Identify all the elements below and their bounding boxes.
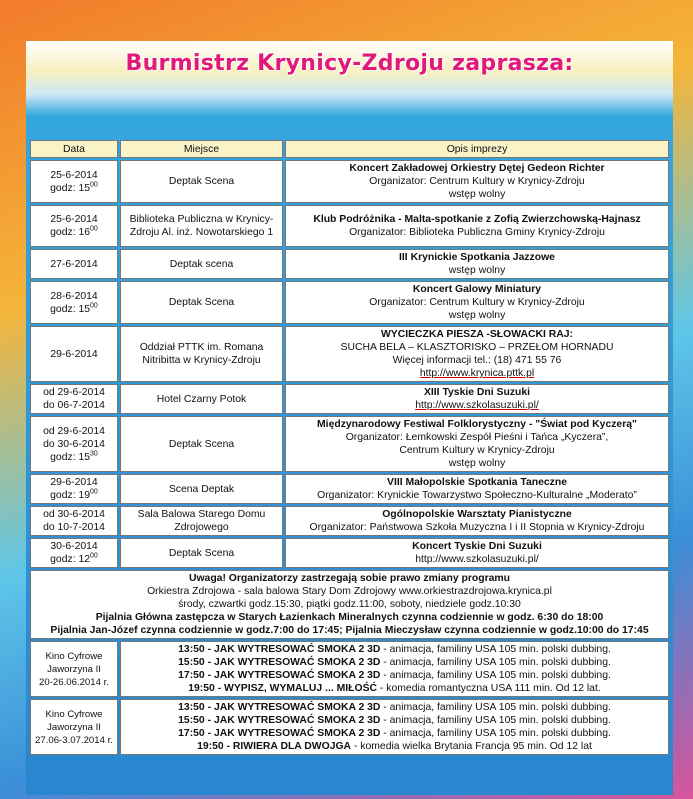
event-date [30,281,118,324]
event-description [285,281,669,324]
cinema-films [120,699,669,755]
event-place: Deptak Scena [120,160,283,203]
event-link-text: http://www.szkolasuzuki.pl/ [415,554,539,565]
event-row [30,474,669,504]
date-text: 29-6-2014 [50,477,98,488]
event-organizer-2: Centrum Kultury w Krynicy-Zdroju [399,445,555,456]
event-row [30,384,669,414]
event-organizer: Organizator: Krynickie Towarzystwo Społeczno-Kulturalne „Moderato” [317,490,637,501]
event-date [30,384,118,414]
time-text: godz: $15^{30}$ [50,450,98,463]
event-description [285,474,669,504]
cinema-row [30,699,669,755]
notice-cell [30,570,669,639]
event-description [285,538,669,568]
event-date [30,326,118,382]
time-text: godz: $15^{00}$ [50,181,98,194]
film-item: 15:50 - JAK WYTRESOWAĆ SMOKA 2 3D - animacja, familiny USA 105 min. polski dubbing. [178,715,611,726]
notice-warning: Uwaga! Organizatorzy zastrzegają sobie prawo zmiany programu [188,573,511,584]
event-place: Deptak scena [120,249,283,279]
event-place: Deptak Scena [120,416,283,472]
notice-pump-room-main: Pijalnia Główna zastępcza w Starych Łazienkach Mineralnych czynna codziennie w godz. 6:30 do 18:00 [95,612,604,623]
date-text: od 30-6-2014 [43,509,105,520]
event-organizer: Organizator: Państwowa Szkoła Muzyczna I i II Stopnia w Krynicy-Zdroju [309,522,645,533]
cinema-hall: Jaworzyna II [47,663,101,675]
event-title: Koncert Galowy Miniatury [412,284,542,295]
event-description [285,416,669,472]
event-title: Koncert Tyskie Dni Suzuki [412,541,542,552]
film-item: 17:50 - JAK WYTRESOWAĆ SMOKA 2 3D - animacja, familiny USA 105 min. polski dubbing. [178,728,611,739]
event-row [30,160,669,203]
event-place: Deptak Scena [120,538,283,568]
event-title: Ogólnopolskie Warsztaty Pianistyczne [382,509,572,520]
cinema-films [120,641,669,697]
event-row [30,326,669,382]
event-title: WYCIECZKA PIESZA -SŁOWACKI RAJ: [380,329,574,340]
date-text: 29-6-2014 [50,348,98,360]
film-item: 15:50 - JAK WYTRESOWAĆ SMOKA 2 3D - animacja, familiny USA 105 min. polski dubbing. [178,657,611,668]
event-entry: wstęp wolny [448,189,506,200]
header-date: Data [30,140,118,158]
event-place: Oddział PTTK im. Romana Nitribitta w Krynicy-Zdroju [120,326,283,382]
film-item: 19:50 - RIWIERA DLA DWOJGA - komedia wielka Brytania Francja 95 min. Od 12 lat [197,741,592,752]
date-text: do 06-7-2014 [43,400,105,411]
notice-row [30,570,669,639]
cinema-name: Kino Cyfrowe [45,650,103,662]
events-table [28,138,671,757]
film-item: 19:50 - WYPISZ, WYMALUJ ... MIŁOŚĆ - komedia romantyczna USA 111 min. Od 12 lat. [188,683,601,694]
event-date [30,249,118,279]
event-date [30,506,118,536]
cinema-label [30,641,118,697]
event-title: VIII Małopolskie Spotkania Taneczne [387,477,567,488]
event-row [30,416,669,472]
poster-frame [26,41,673,795]
date-text: 27-6-2014 [50,258,98,270]
event-description [285,506,669,536]
cinema-dates: 20-26.06.2014 r. [39,676,109,688]
cinema-label [30,699,118,755]
date-text: do 10-7-2014 [43,522,105,533]
event-title: Klub Podróżnika - Malta-spotkanie z Zofią Zwierzchowską-Hajnasz [313,214,641,225]
event-title: III Krynickie Spotkania Jazzowe [399,252,555,263]
time-text: godz: $16^{00}$ [50,225,98,238]
event-row [30,249,669,279]
event-route: SUCHA BELA – KLASZTORISKO – PRZEŁOM HORNADU [340,342,614,353]
event-date [30,205,118,247]
event-organizer: Organizator: Łemkowski Zespół Pieśni i Tańca „Kyczera”, [345,432,609,443]
time-text: godz: $19^{00}$ [50,488,98,501]
notice-hours: środy, czwartki godz.15:30, piątki godz.11:00, soboty, niedziele godz.10:30 [178,599,521,610]
film-item: 13:50 - JAK WYTRESOWAĆ SMOKA 2 3D - animacja, familiny USA 105 min. polski dubbing. [178,644,611,655]
event-place: Sala Balowa Starego Domu Zdrojowego [120,506,283,536]
event-description [285,205,669,247]
event-description [285,326,669,382]
cinema-name: Kino Cyfrowe [45,708,103,720]
event-row [30,205,669,247]
cinema-row [30,641,669,697]
event-organizer: Organizator: Centrum Kultury w Krynicy-Zdroju [369,176,585,187]
date-text: 25-6-2014 [50,214,98,225]
date-text: od 29-6-2014 [43,425,105,437]
time-text: godz: $15^{00}$ [50,302,98,315]
table-header-row [30,140,669,158]
event-description [285,249,669,279]
event-place: Biblioteka Publiczna w Krynicy-Zdroju Al. inż. Nowotarskiego 1 [120,205,283,247]
date-text: 25-6-2014 [50,169,98,181]
cinema-dates: 27.06-3.07.2014 r. [35,734,113,746]
event-place: Scena Deptak [120,474,283,504]
poster-title: Burmistrz Krynicy-Zdroju zaprasza: [125,51,574,76]
cinema-hall: Jaworzyna II [47,721,101,733]
time-text: godz: $12^{00}$ [50,552,98,565]
event-place: Hotel Czarny Potok [120,384,283,414]
date-text: 30-6-2014 [50,541,98,552]
event-info: Więcej informacji tel.: (18) 471 55 76 [392,355,562,366]
notice-orchestra: Orkiestra Zdrojowa - sala balowa Stary Dom Zdrojowy www.orkiestrazdrojowa.krynica.pl [147,586,552,597]
event-entry: wstęp wolny [448,458,506,469]
film-item: 13:50 - JAK WYTRESOWAĆ SMOKA 2 3D - animacja, familiny USA 105 min. polski dubbing. [178,702,611,713]
event-row [30,281,669,324]
event-row [30,538,669,568]
event-date [30,474,118,504]
event-link[interactable]: http://www.krynica.pttk.pl [419,368,535,379]
header-description: Opis imprezy [285,140,669,158]
event-row [30,506,669,536]
event-description [285,160,669,203]
event-description [285,384,669,414]
event-title: Międzynarodowy Festiwal Folklorystyczny - "Świat pod Kyczerą" [317,419,637,430]
notice-pump-rooms: Pijalnia Jan-Józef czynna codziennie w godz.7:00 do 17:45; Pijalnia Mieczysław czynna codziennie w godz.10:00 do 17:45 [50,625,649,636]
event-organizer: Organizator: Biblioteka Publiczna Gminy Krynicy-Zdroju [349,227,605,238]
event-date [30,160,118,203]
event-date [30,416,118,472]
date-text: od 29-6-2014 [43,387,105,398]
date-text: do 30-6-2014 [43,438,105,450]
header-place: Miejsce [120,140,283,158]
event-link[interactable]: http://www.szkolasuzuki.pl/ [415,400,539,411]
event-title: XIII Tyskie Dni Suzuki [423,387,531,398]
event-organizer: Organizator: Centrum Kultury w Krynicy-Zdroju [369,297,585,308]
film-item: 17:50 - JAK WYTRESOWAĆ SMOKA 2 3D - animacja, familiny USA 105 min. polski dubbing. [178,670,611,681]
event-title: Koncert Zakładowej Orkiestry Dętej Gedeon Richter [349,163,605,174]
event-place: Deptak Scena [120,281,283,324]
event-date [30,538,118,568]
event-entry: wstęp wolny [448,310,506,321]
event-entry: wstęp wolny [448,265,506,276]
date-text: 28-6-2014 [50,290,98,302]
